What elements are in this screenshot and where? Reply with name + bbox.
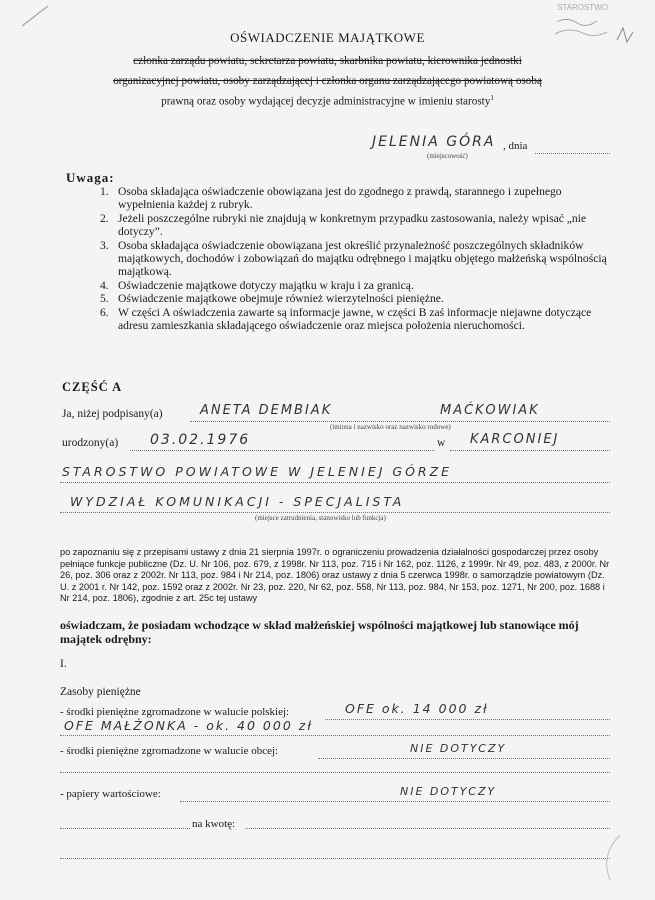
section-a-heading: CZĘŚĆ A — [62, 380, 123, 394]
pln-field-line — [325, 719, 610, 720]
uwaga-num: 6. — [100, 305, 109, 319]
place-caption: (miejscowość) — [427, 152, 468, 160]
uwaga-num: 3. — [100, 238, 109, 252]
birth-place-line — [450, 450, 610, 451]
uwaga-text: W części A oświadczenia zawarte są informacje jawne, w części B zaś informacje niejawne dotyczące adresu zamieszkania składającego oświadczenie oraz miejsca położenia nieruchomości. — [118, 305, 592, 333]
uwaga-text: Oświadczenie majątkowe obejmuje również wierzytelności pieniężne. — [118, 292, 444, 306]
foreign-value: NIE DOTYCZY — [410, 742, 507, 755]
roman-one: I. — [60, 658, 67, 670]
subtitle-line-3 — [0, 94, 655, 108]
birth-date-line — [130, 450, 435, 451]
subtitle-line-3-text: prawną oraz osoby wydającej decyzje administracyjne w imieniu starosty — [161, 95, 491, 108]
kwote-label: na kwotę: — [192, 818, 236, 830]
w-label: w — [437, 437, 446, 449]
blank-line — [60, 858, 610, 859]
uwaga-item — [100, 292, 615, 305]
born-label: urodzony(a) — [62, 437, 119, 449]
uwaga-text: Osoba składająca oświadczenie obowiązana jest określić przynależność poszczególnych składników majątkowych, dochodów i zobowiązań do majątku odrębnego i majątku objętego małżeńską wspólnością majątkową. — [118, 238, 607, 279]
subtitle-line-1: członka zarządu powiatu, sekretarza powiatu, skarbnika powiatu, kierownika jednostki — [133, 55, 522, 67]
declaration: oświadczam, że posiadam wchodzące w skład małżeńskiej wspólności majątkowej lub stanowiące mój majątek odrębny: — [60, 618, 579, 646]
footnote-mark: 1 — [490, 94, 494, 102]
birth-date-value: 03.02.1976 — [150, 432, 251, 448]
uwaga-text: Jeżeli poszczególne rubryki nie znajdują w konkretnym przypadku zastosowania, należy wpisać „nie dotyczy”. — [118, 211, 587, 239]
pln-field-line-2 — [60, 735, 610, 736]
uwaga-list — [100, 185, 615, 332]
uwaga-num: 4. — [100, 278, 109, 292]
subtitle-line-2: organizacyjnej powiatu, osoby zarządzającej i członka organu zarządzającego powiatową osobą — [113, 75, 542, 87]
margin-mark — [18, 0, 66, 30]
employer-line-2 — [60, 512, 610, 513]
birth-place-value: KARCONIEJ — [470, 432, 560, 447]
papers-field-line — [180, 801, 610, 802]
uwaga-item — [100, 185, 615, 212]
first-name-value: ANETA DEMBIAK — [200, 403, 333, 418]
uwaga-num: 2. — [100, 211, 109, 225]
employer-value-1: STAROSTWO POWIATOWE W JELENIEJ GÓRZE — [62, 464, 453, 479]
dnia-label: , dnia — [503, 140, 528, 152]
papers-value: NIE DOTYCZY — [400, 785, 497, 798]
uwaga-item — [100, 239, 615, 279]
uwaga-item — [100, 279, 615, 292]
pen-mark — [590, 830, 630, 890]
papers-label: - papiery wartościowe: — [60, 788, 161, 800]
foreign-label: - środki pieniężne zgromadzone w walucie obcej: — [60, 745, 279, 757]
uwaga-num: 5. — [100, 292, 109, 306]
foreign-field-line — [318, 758, 610, 759]
name-label: Ja, niżej podpisany(a) — [62, 408, 163, 420]
pln-value-2: OFE MAŁŻONKA - ok. 40 000 zł — [64, 718, 313, 733]
date-field-line — [535, 153, 610, 154]
employer-line-1 — [60, 482, 610, 483]
foreign-field-line-2 — [60, 772, 610, 773]
kwote-line-left — [60, 828, 190, 829]
uwaga-num: 1. — [100, 185, 109, 198]
uwaga-heading: Uwaga: — [66, 170, 115, 185]
legal-paragraph: po zapoznaniu się z przepisami ustawy z dnia 21 sierpnia 1997r. o ograniczeniu prowadzenia działalności gospodarczej przez osoby pełniące funkcje publiczne (Dz. U. Nr 106, poz. 679, z 1998r. Nr 113, poz. 715 i Nr 162, poz. 1126, z 1999r. Nr 49, poz. 483, z 2000r. Nr 26, poz. 306 oraz z 2002r. Nr 113, poz. 984 i Nr 214, poz. 1806) oraz ustawy z dnia 5 czerwca 1998r. o samorządzie powiatowym (Dz. U. z 2001 r. Nr 142, poz. 1592 oraz z 2002r. Nr 23, poz. 220, Nr 62, poz. 558, Nr 113, poz. 984, Nr 153, poz. 1271, Nr 200, poz. 1688 i Nr 214, poz. 1806), zgodnie z art. 25c tej ustawy — [60, 547, 610, 603]
kwote-line-right — [245, 828, 610, 829]
pln-label: - środki pieniężne zgromadzone w walucie polskiej: — [60, 706, 290, 718]
employer-caption: (miejsce zatrudnienia, stanowisko lub funkcja) — [255, 514, 386, 522]
zasoby-heading: Zasoby pieniężne — [60, 686, 141, 698]
svg-text:STAROSTWO: STAROSTWO — [557, 3, 608, 12]
employer-value-2: WYDZIAŁ KOMUNIKACJI - SPECJALISTA — [70, 494, 405, 509]
last-name-value: MAĆKOWIAK — [440, 403, 540, 418]
uwaga-item — [100, 212, 615, 239]
uwaga-text: Oświadczenie majątkowe dotyczy majątku w kraju i za granicą. — [118, 278, 414, 292]
name-field-line — [190, 421, 610, 422]
place-value: JELENIA GÓRA — [372, 134, 496, 150]
document-title: OŚWIADCZENIE MAJĄTKOWE — [230, 30, 425, 45]
uwaga-text: Osoba składająca oświadczenie obowiązana jest do zgodnego z prawdą, starannego i zupełnego wypełnienia każdej z rubryk. — [118, 185, 562, 212]
pln-value-1: OFE ok. 14 000 zł — [345, 701, 489, 716]
uwaga-item — [100, 306, 615, 333]
name-caption: (imiona i nazwisko oraz nazwisko rodowe) — [330, 423, 451, 431]
